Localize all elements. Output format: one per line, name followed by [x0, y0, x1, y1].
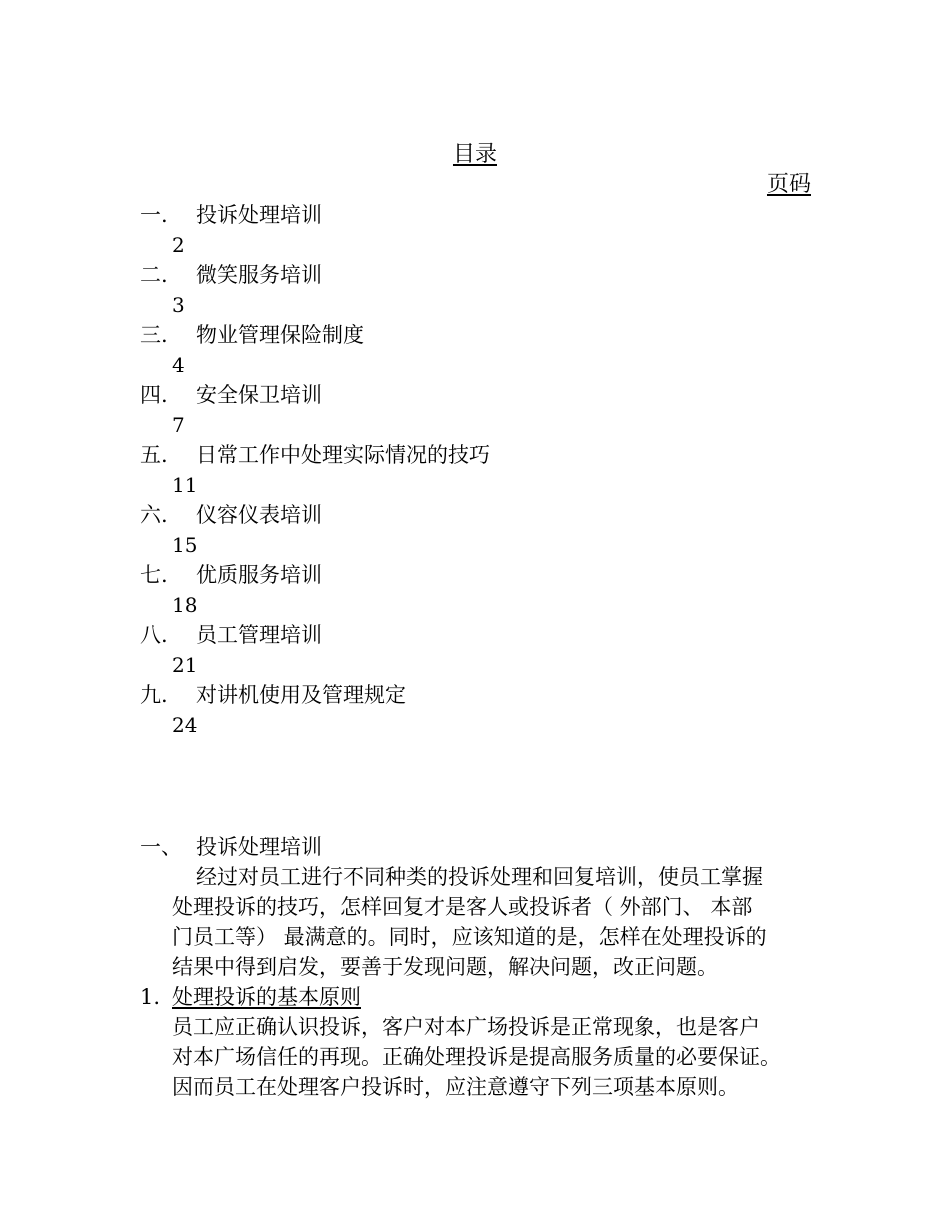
toc-entry-page: 2 [172, 233, 185, 257]
section-number: 一、 [140, 835, 182, 859]
section-intro-paragraph [172, 862, 812, 982]
subsection-paragraph [172, 1012, 832, 1102]
toc-entry-number: 六. [140, 503, 168, 527]
toc-entry-number: 七. [140, 563, 168, 587]
paragraph-line: 对本广场信任的再现。正确处理投诉是提高服务质量的必要保证。 [172, 1045, 781, 1069]
toc-entry [140, 440, 820, 500]
paragraph-line: 门员工等） 最满意的。同时，应该知道的是，怎样在处理投诉的 [172, 925, 767, 949]
toc-entry [140, 260, 820, 320]
toc-entry-page: 18 [172, 593, 198, 617]
paragraph-line: 结果中得到启发，要善于发现问题，解决问题，改正问题。 [172, 955, 718, 979]
section-heading [140, 832, 322, 862]
subsection-number: 1. [140, 985, 161, 1009]
toc-entry-label: 物业管理保险制度 [196, 323, 364, 347]
toc-page-label: 页码 [766, 172, 811, 197]
toc-entry [140, 500, 820, 560]
paragraph-line: 因而员工在处理客户投诉时，应注意遵守下列三项基本原则。 [172, 1075, 739, 1099]
toc-title: 目录 [452, 142, 497, 167]
toc-entry-page: 3 [172, 293, 185, 317]
toc-entry-number: 五. [140, 443, 168, 467]
subsection-title: 处理投诉的基本原则 [172, 985, 361, 1009]
toc-entry-label: 仪容仪表培训 [196, 503, 322, 527]
toc-entry-number: 三. [140, 323, 168, 347]
toc-entry [140, 680, 820, 740]
toc-entry-label: 优质服务培训 [196, 563, 322, 587]
toc-entry-page: 24 [172, 713, 198, 737]
toc-entry-page: 11 [172, 473, 198, 497]
toc-entry-number: 二. [140, 263, 168, 287]
toc-entry-page: 21 [172, 653, 198, 677]
paragraph-line: 员工应正确认识投诉，客户对本广场投诉是正常现象，也是客户 [172, 1015, 760, 1039]
section-title: 投诉处理培训 [196, 835, 322, 859]
toc-entry [140, 200, 820, 260]
paragraph-line: 经过对员工进行不同种类的投诉处理和回复培训，使员工掌握 [196, 865, 763, 889]
toc-entry-number: 四. [140, 383, 168, 407]
toc-entry-label: 日常工作中处理实际情况的技巧 [196, 443, 490, 467]
table-of-contents [140, 200, 820, 740]
toc-entry-number: 九. [140, 683, 168, 707]
toc-entry-number: 八. [140, 623, 168, 647]
toc-entry-number: 一. [140, 203, 168, 227]
toc-entry-label: 微笑服务培训 [196, 263, 322, 287]
paragraph-line: 处理投诉的技巧，怎样回复才是客人或投诉者（ 外部门、 本部 [172, 895, 753, 919]
toc-entry [140, 620, 820, 680]
toc-entry-page: 7 [172, 413, 185, 437]
toc-entry-page: 15 [172, 533, 198, 557]
toc-entry-label: 投诉处理培训 [196, 203, 322, 227]
toc-entry-label: 对讲机使用及管理规定 [196, 683, 406, 707]
toc-entry-label: 员工管理培训 [196, 623, 322, 647]
toc-entry [140, 380, 820, 440]
toc-entry [140, 320, 820, 380]
subsection-heading [140, 982, 361, 1012]
toc-entry-label: 安全保卫培训 [196, 383, 322, 407]
toc-entry-page: 4 [172, 353, 185, 377]
toc-entry [140, 560, 820, 620]
